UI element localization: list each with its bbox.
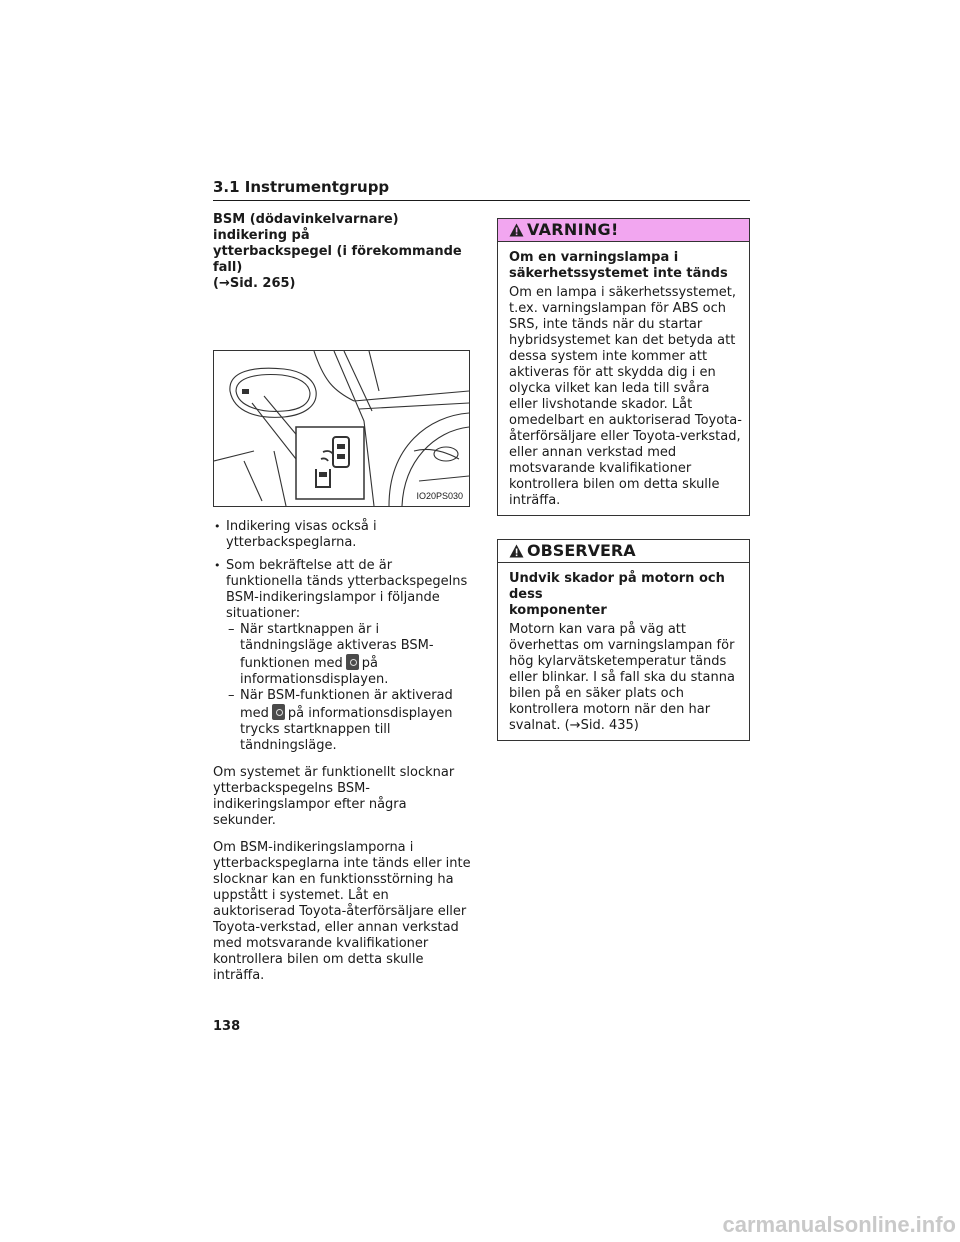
settings-icon (272, 704, 285, 720)
warning-heading: Om en varningslampa i säkerhetssystemet inte tänds (509, 250, 728, 281)
warning-triangle-icon (509, 223, 524, 237)
list-item: • Som bekräftelse att de är funktionella tänds ytterbackspegelns BSM-indikeringslampor i följande situationer: – När startknappen är i tändningsläge aktiveras BSM-funktionen med på informationsdisplayen. – När BSM-funktionen är aktiverad med på informationsdisplayen trycks startknappen till tändningsläge. (213, 558, 471, 754)
right-column (497, 218, 750, 741)
notice-body: Motorn kan vara på väg att överhettas om varningslampan för hög kylarvätsketemperatur tänds eller blinkar. I så fall ska du stanna bilen på en säker plats och kontrollera motorn när den har svalnat. (→Sid. 435) (509, 622, 735, 733)
paragraph: Om systemet är funktionellt slocknar ytterbackspegelns BSM-indikeringslampor efter några sekunder. (213, 765, 455, 828)
dash-list (226, 622, 471, 754)
warning-title-bar: VARNING! (498, 219, 749, 242)
notice-heading: Undvik skador på motorn och dess komponenter (509, 571, 725, 618)
warning-body: Om en lampa i säkerhetssystemet, t.ex. varningslampan för ABS och SRS, inte tänds när du startar hybridsystemet kan det betyda att dessa system inte kommer att aktiveras för att skydda dig i en olycka vilket kan leda till svåra eller livshotande skador. Låt omedelbart en auktoriserad Toyota-återförsäljare eller Toyota-verkstad, eller annan verkstad med motsvarande kvalifikationer kontrollera bilen om detta skulle inträffa. (509, 285, 742, 508)
list-item: – När startknappen är i tändningsläge aktiveras BSM-funktionen med på informationsdisplayen. (226, 622, 471, 688)
warning-box (497, 218, 750, 516)
section-header: 3.1 Instrumentgrupp (213, 178, 750, 201)
list-item: – När BSM-funktionen är aktiverad med på informationsdisplayen trycks startknappen till tändningsläge. (226, 688, 471, 754)
bullet-list (213, 519, 471, 754)
settings-icon (346, 654, 359, 670)
section-heading: BSM (dödavinkelvarnare) indikering på ytterbackspegel (i förekommande fall) (→Sid. 265) (213, 212, 462, 291)
paragraph: Om BSM-indikeringslamporna i ytterbackspeglarna inte tänds eller inte slocknar kan en funktionsstörning ha uppstått i systemet. Låt en auktoriserad Toyota-återförsäljare eller Toyota-verkstad, eller annan verkstad med motsvarande kvalifikationer kontrollera bilen om detta skulle inträffa. (213, 840, 471, 983)
warning-triangle-icon (509, 544, 524, 558)
watermark: carmanualsonline.info (722, 1212, 956, 1237)
figure-code: IO20PS030 (416, 491, 463, 501)
notice-box (497, 539, 750, 741)
mirror-drawing (214, 351, 469, 506)
list-item: • Indikering visas också i ytterbackspeglarna. (213, 519, 471, 551)
page-number: 138 (213, 1019, 241, 1034)
left-column (213, 212, 471, 984)
mirror-illustration (213, 350, 470, 507)
notice-title-bar: OBSERVERA (498, 540, 749, 563)
